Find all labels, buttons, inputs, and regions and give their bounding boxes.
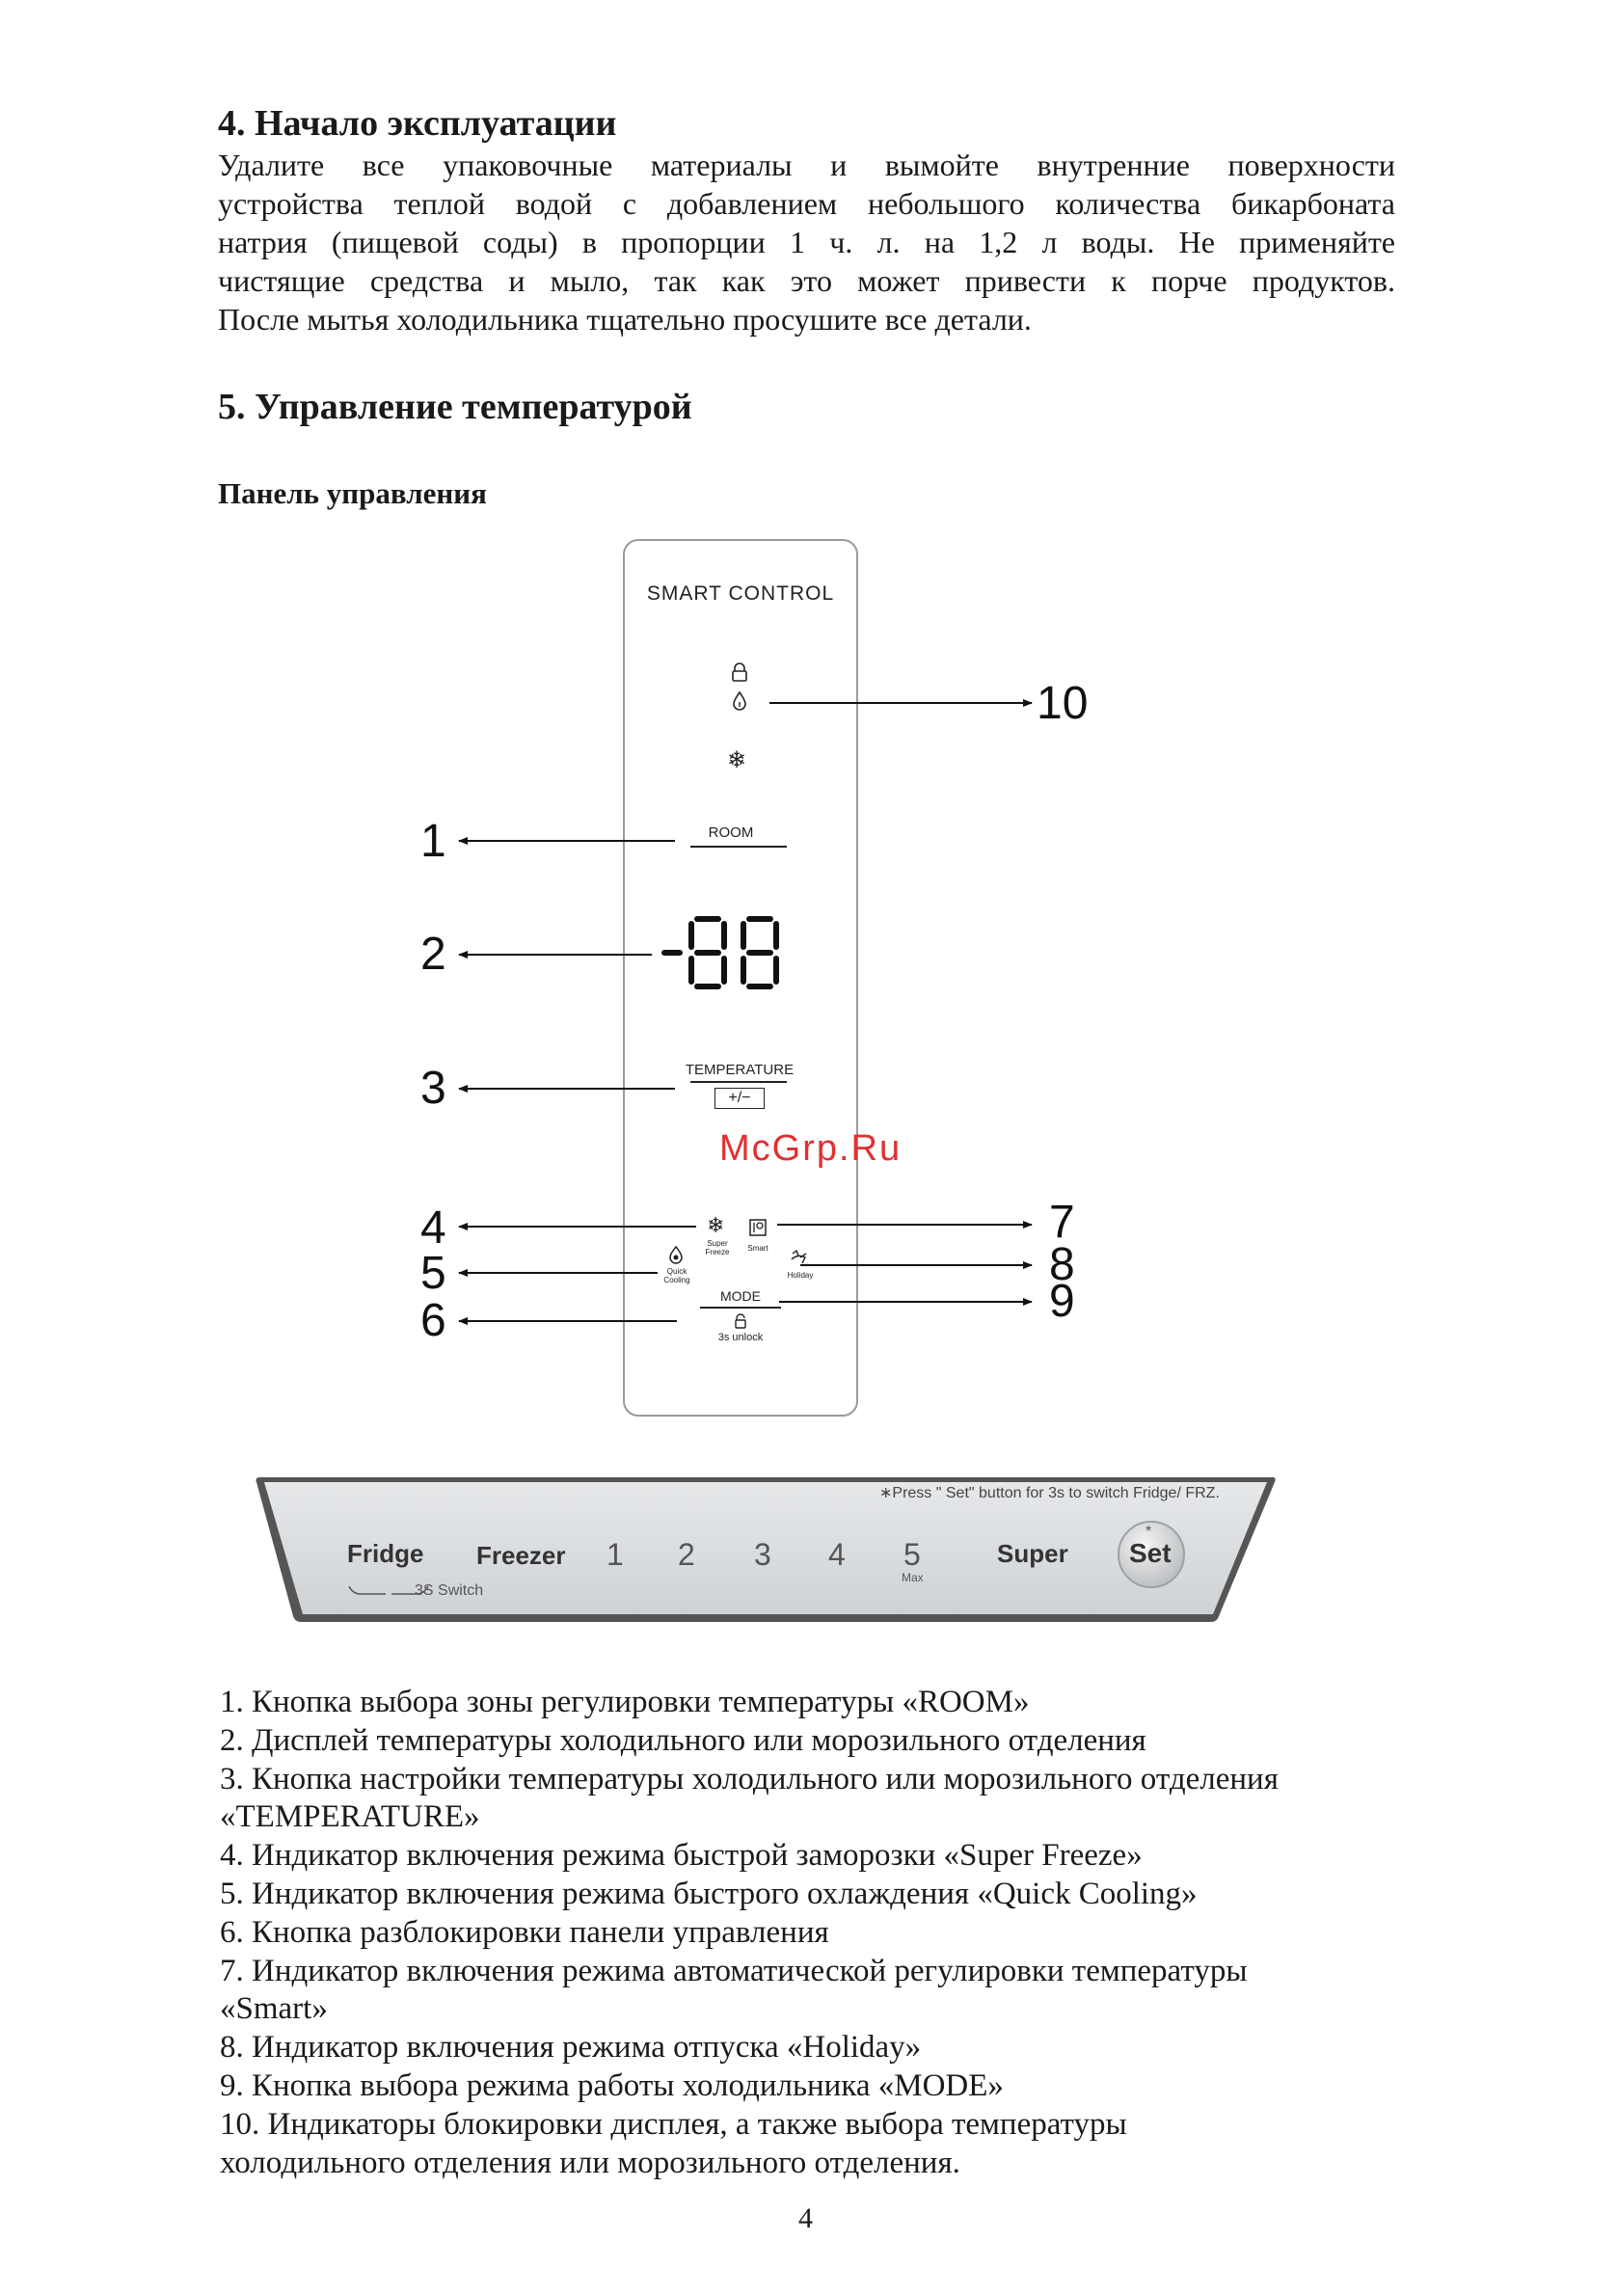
super-button[interactable]: Super	[997, 1539, 1068, 1568]
list-item: 7. Индикатор включения режима автоматической регулировки температуры	[220, 1953, 1248, 1988]
list-item: 8. Индикатор включения режима отпуска «Holiday»	[220, 2030, 922, 2066]
section-4-heading: 4. Начало эксплуатации	[218, 103, 617, 144]
room-button-label[interactable]: ROOM	[708, 824, 754, 841]
watermark: McGrp.Ru	[719, 1128, 903, 1169]
list-item: 9. Кнопка выбора режима работы холодильника «MODE»	[220, 2067, 1004, 2103]
callout-5: 5	[420, 1248, 446, 1299]
callout-6: 6	[420, 1295, 446, 1346]
paragraph-line: Удалите все упаковочные материалы и вымойте внутренние поверхности	[218, 148, 1395, 182]
list-item: 3. Кнопка настройки температуры холодильного или морозильного отделения	[220, 1761, 1279, 1796]
max-label: Max	[902, 1571, 924, 1584]
callout-3: 3	[420, 1063, 446, 1114]
snowflake-icon: ❄	[727, 747, 747, 773]
paragraph-line: устройства теплой водой с добавлением небольшого количества бикарбоната	[218, 186, 1395, 221]
callout-2: 2	[420, 929, 446, 980]
list-item: 1. Кнопка выбора зоны регулировки температуры «ROOM»	[220, 1685, 1030, 1719]
strip-note: ∗Press " Set" button for 3s to switch Fridge/ FRZ.	[879, 1485, 1220, 1501]
level-4[interactable]: 4	[828, 1537, 846, 1572]
legend-list	[220, 1684, 1279, 2182]
callout-9: 9	[1049, 1276, 1075, 1327]
callout-10: 10	[1037, 678, 1089, 729]
callout-1: 1	[420, 816, 446, 867]
freezer-label[interactable]: Freezer	[476, 1541, 566, 1570]
list-item: холодильного отделения или морозильного отделения.	[220, 2145, 960, 2180]
paragraph-line: натрия (пищевой соды) в пропорции 1 ч. л. на 1,2 л воды. Не применяйте	[218, 225, 1395, 259]
callout-7: 7	[1049, 1197, 1075, 1248]
temperature-plus-minus-button[interactable]: +/−	[714, 1088, 765, 1109]
control-panel-subheading: Панель управления	[218, 476, 487, 510]
list-item: 10. Индикаторы блокировки дисплея, а также выбора температуры	[220, 2106, 1127, 2142]
paragraph-line: чистящие средства и мыло, так как это может привести к порче продуктов.	[218, 263, 1395, 298]
unlock-button-label[interactable]: 3s unlock	[717, 1332, 764, 1343]
temperature-button-label[interactable]: TEMPERATURE	[685, 1062, 795, 1078]
page-number: 4	[798, 2202, 813, 2234]
list-item: «Smart»	[220, 1991, 328, 2027]
smart-label: Smart	[747, 1244, 768, 1253]
switch-label: 3S Switch	[415, 1582, 484, 1599]
list-item: «TEMPERATURE»	[220, 1799, 480, 1835]
level-2[interactable]: 2	[678, 1537, 695, 1572]
list-item: 5. Индикатор включения режима быстрого охлаждения «Quick Cooling»	[220, 1876, 1198, 1911]
panel-title: SMART CONTROL	[646, 582, 835, 605]
section-5-heading: 5. Управление температурой	[218, 387, 692, 427]
callout-4: 4	[420, 1202, 446, 1254]
callout-8: 8	[1049, 1239, 1075, 1290]
paragraph-line: После мытья холодильника тщательно просушите все детали.	[218, 302, 1032, 337]
set-button[interactable]: Set	[1129, 1538, 1172, 1568]
level-1[interactable]: 1	[606, 1537, 624, 1572]
set-star: *	[1145, 1524, 1152, 1540]
quick-cooling-label: Quick Cooling	[663, 1267, 690, 1284]
list-item: 2. Дисплей температуры холодильного или морозильного отделения	[220, 1722, 1146, 1758]
mode-button-label[interactable]: MODE	[720, 1288, 761, 1304]
super-freeze-icon: ❄	[707, 1213, 725, 1237]
level-3[interactable]: 3	[754, 1537, 771, 1572]
list-item: 6. Кнопка разблокировки панели управления	[220, 1914, 829, 1950]
fridge-label[interactable]: Fridge	[347, 1539, 424, 1568]
level-5[interactable]: 5	[903, 1537, 921, 1572]
list-item: 4. Индикатор включения режима быстрой заморозки «Super Freeze»	[220, 1838, 1143, 1874]
super-freeze-label: Super Freeze	[705, 1239, 730, 1256]
holiday-label: Holiday	[787, 1271, 814, 1280]
